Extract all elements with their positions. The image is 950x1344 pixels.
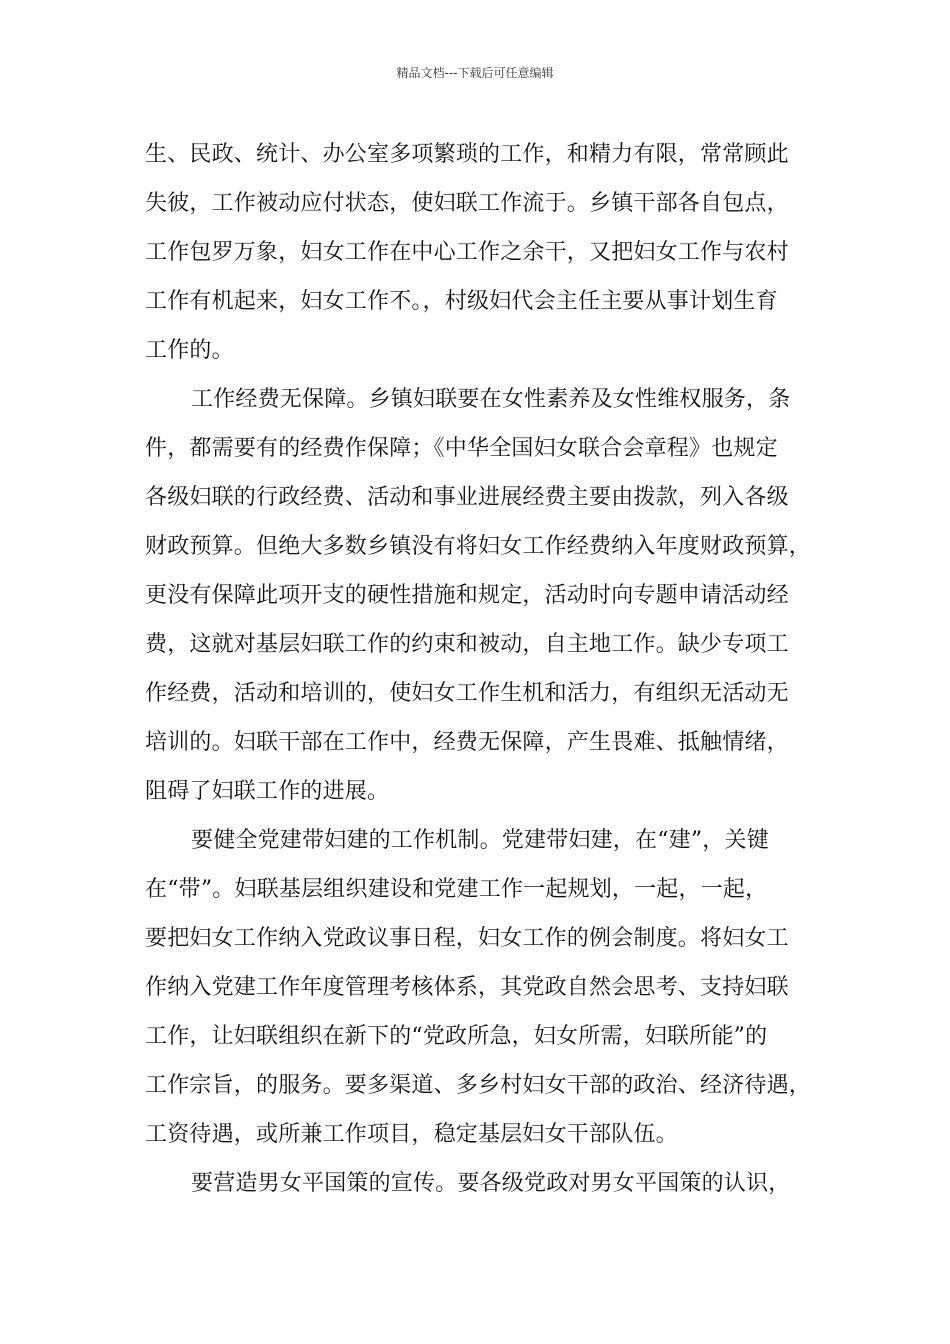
text-line: 在“带”。妇联基层组织建设和党建工作一起规划，一起，一起， bbox=[145, 877, 768, 902]
text-line: 培训的。妇联干部在工作中，经费无保障，产生畏难、抵触情绪， bbox=[145, 730, 789, 755]
text-line: 工作，让妇联组织在新下的“党政所急，妇女所需，妇联所能”的 bbox=[145, 1024, 768, 1049]
text-line: 各级妇联的行政经费、活动和事业进展经费主要由拨款，列入各级 bbox=[145, 485, 789, 510]
text-line: 要把妇女工作纳入党政议事日程，妇女工作的例会制度。将妇女工 bbox=[145, 926, 789, 951]
text-line: 阻碍了妇联工作的进展。 bbox=[145, 779, 390, 804]
text-line: 更没有保障此项开支的硬性措施和规定，活动时向专题申请活动经 bbox=[145, 583, 789, 608]
text-line: 工作经费无保障。乡镇妇联要在女性素养及女性维权服务，条 bbox=[191, 387, 791, 412]
text-line: 作经费，活动和培训的，使妇女工作生机和活力，有组织无活动无 bbox=[145, 681, 789, 706]
paragraph bbox=[145, 130, 810, 375]
text-line: 工资待遇，或所兼工作项目，稳定基层妇女干部队伍。 bbox=[145, 1122, 678, 1147]
text-line: 作纳入党建工作年度管理考核体系，其党政自然会思考、支持妇联 bbox=[145, 975, 789, 1000]
text-line: 工作有机起来，妇女工作不。，村级妇代会主任主要从事计划生育 bbox=[145, 289, 778, 314]
paragraph bbox=[145, 816, 810, 1159]
text-line: 要营造男女平国策的宣传。要各级党政对男女平国策的认识， bbox=[191, 1171, 791, 1196]
text-line: 财政预算。但绝大多数乡镇没有将妇女工作经费纳入年度财政预算， bbox=[145, 534, 812, 559]
text-line: 工作宗旨，的服务。要多渠道、多乡村妇女干部的政治、经济待遇， bbox=[145, 1073, 812, 1098]
text-line: 失彼，工作被动应付状态，使妇联工作流于。乡镇干部各自包点， bbox=[145, 191, 789, 216]
page-header: 精品文档---下载后可任意编辑 bbox=[396, 66, 554, 80]
text-line: 工作的。 bbox=[145, 338, 234, 363]
paragraph bbox=[145, 375, 810, 816]
text-line: 工作包罗万象，妇女工作在中心工作之余干，又把妇女工作与农村 bbox=[145, 240, 789, 265]
document-body bbox=[145, 130, 810, 1208]
text-line: 费，这就对基层妇联工作的约束和被动，自主地工作。缺少专项工 bbox=[145, 632, 789, 657]
text-line: 生、民政、统计、办公室多项繁琐的工作，和精力有限，常常顾此 bbox=[145, 142, 789, 167]
paragraph bbox=[145, 1159, 810, 1208]
text-line: 要健全党建带妇建的工作机制。党建带妇建，在“建”，关键 bbox=[191, 828, 769, 853]
text-line: 件，都需要有的经费作保障；《中华全国妇女联合会章程》也规定 bbox=[145, 436, 778, 461]
